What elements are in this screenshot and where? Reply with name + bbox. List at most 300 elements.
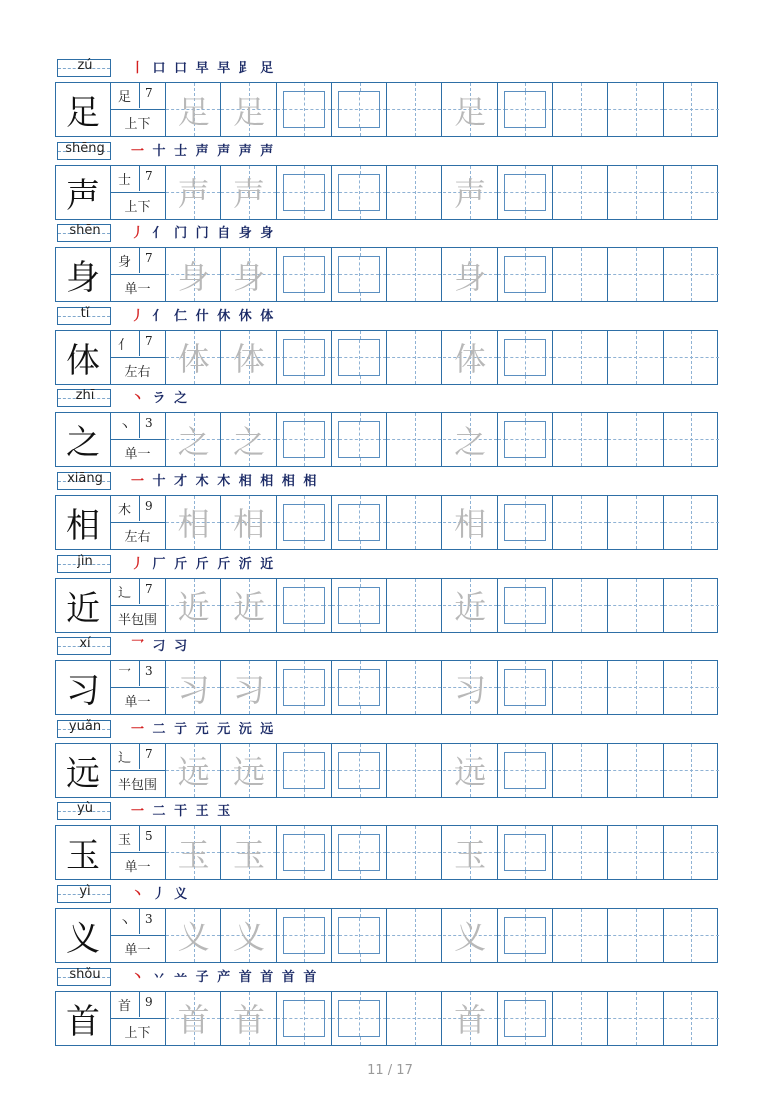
stroke-step: 干: [174, 804, 190, 820]
stroke-count: 7: [145, 746, 153, 761]
practice-cell[interactable]: [498, 166, 553, 219]
stroke-step: 䒑: [174, 969, 190, 985]
practice-cell[interactable]: [277, 166, 332, 219]
stroke-order: [131, 387, 189, 406]
writing-box[interactable]: [504, 421, 546, 458]
pinyin-box: [57, 555, 111, 573]
character-info: [111, 248, 166, 301]
stroke-step: 丿: [152, 886, 168, 902]
practice-cell[interactable]: [498, 909, 553, 962]
stroke-count: 9: [145, 498, 153, 513]
practice-cell[interactable]: [332, 909, 387, 962]
practice-cell[interactable]: [221, 909, 276, 962]
practice-cell[interactable]: [332, 744, 387, 797]
stroke-step: 玉: [217, 804, 233, 820]
writing-box[interactable]: [504, 669, 546, 706]
practice-cell[interactable]: [664, 83, 719, 136]
practice-cell[interactable]: [277, 413, 332, 466]
practice-cell[interactable]: [664, 826, 719, 879]
practice-cell[interactable]: [277, 744, 332, 797]
practice-cell[interactable]: [277, 496, 332, 549]
stroke-step: 早: [217, 61, 233, 76]
practice-cell[interactable]: [221, 83, 276, 136]
pinyin-box: [57, 802, 111, 820]
practice-cell[interactable]: [553, 331, 608, 384]
practice-cell[interactable]: [443, 331, 498, 384]
practice-cell[interactable]: [332, 83, 387, 136]
writing-box[interactable]: [504, 752, 546, 789]
character-entry: [55, 633, 718, 716]
structure-label: 上下: [124, 1025, 151, 1041]
stroke-step: 木: [217, 473, 233, 489]
stroke-step: 身: [260, 226, 276, 242]
character-info: [111, 579, 166, 632]
stroke-step: 丶: [131, 969, 147, 985]
practice-cell[interactable]: [553, 83, 608, 136]
stroke-step: 口: [174, 61, 190, 76]
practice-cell[interactable]: [664, 909, 719, 962]
practice-cell[interactable]: [332, 248, 387, 301]
practice-cell[interactable]: [277, 661, 332, 714]
stroke-step: 丷: [152, 969, 168, 985]
practice-cell[interactable]: [498, 826, 553, 879]
stroke-step: 二: [152, 721, 168, 737]
practice-cell[interactable]: [277, 826, 332, 879]
stroke-step: 沂: [238, 556, 254, 572]
character-entry: [55, 551, 718, 634]
practice-cell[interactable]: [443, 166, 498, 219]
practice-cell[interactable]: [608, 744, 663, 797]
radical: 士: [118, 172, 132, 188]
character-entry: [55, 220, 718, 303]
practice-cell[interactable]: [443, 992, 498, 1045]
character-info: [111, 744, 166, 797]
stroke-count: 3: [145, 911, 153, 926]
stroke-step: 自: [217, 226, 233, 242]
practice-cell[interactable]: [221, 331, 276, 384]
stroke-count: 7: [145, 581, 153, 596]
practice-cell[interactable]: [387, 331, 442, 384]
writing-box[interactable]: [504, 91, 546, 128]
writing-box[interactable]: [504, 917, 546, 954]
practice-cell[interactable]: [387, 826, 442, 879]
writing-box[interactable]: [338, 504, 380, 541]
practice-cell[interactable]: [277, 248, 332, 301]
stroke-order: [131, 718, 275, 737]
practice-cell[interactable]: [166, 909, 221, 962]
practice-grid: [55, 578, 718, 633]
practice-cell[interactable]: [553, 579, 608, 632]
practice-grid: [55, 247, 718, 302]
stroke-step: 体: [260, 308, 276, 324]
stroke-step: 首: [238, 969, 254, 985]
practice-cell[interactable]: [166, 413, 221, 466]
pinyin-row: [55, 138, 718, 164]
pinyin-text: tǐ: [80, 305, 90, 321]
practice-cell[interactable]: [166, 331, 221, 384]
trace-character: 声: [232, 175, 265, 214]
practice-grid: [55, 330, 718, 385]
writing-box[interactable]: [338, 752, 380, 789]
worksheet: [55, 55, 718, 1046]
practice-cell[interactable]: [498, 992, 553, 1045]
practice-cell[interactable]: [387, 909, 442, 962]
practice-cell[interactable]: [443, 248, 498, 301]
stroke-step: 亻: [152, 226, 168, 242]
practice-cell[interactable]: [332, 496, 387, 549]
stroke-step: 相: [238, 473, 254, 489]
writing-box[interactable]: [504, 834, 546, 871]
practice-grid: [55, 165, 718, 220]
stroke-step: 声: [217, 143, 233, 159]
stroke-step: 之: [174, 391, 190, 407]
writing-box[interactable]: [504, 174, 546, 211]
stroke-step: 身: [238, 226, 254, 242]
pinyin-text: shēn: [69, 223, 101, 239]
pinyin-box: [57, 142, 111, 160]
practice-cell[interactable]: [608, 826, 663, 879]
writing-box[interactable]: [338, 91, 380, 128]
writing-box[interactable]: [504, 256, 546, 293]
stroke-step: 才: [174, 473, 190, 489]
writing-box[interactable]: [504, 587, 546, 624]
trace-character: 之: [177, 422, 210, 461]
stroke-count: 3: [145, 664, 153, 679]
practice-cell[interactable]: [166, 83, 221, 136]
practice-cell[interactable]: [498, 413, 553, 466]
character-entry: [55, 303, 718, 386]
trace-character: 体: [454, 340, 487, 379]
practice-cell[interactable]: [387, 579, 442, 632]
writing-box[interactable]: [338, 339, 380, 376]
pinyin-box: [57, 472, 111, 490]
practice-cell[interactable]: [443, 744, 498, 797]
writing-box[interactable]: [283, 917, 325, 954]
practice-cell[interactable]: [664, 661, 719, 714]
practice-cell[interactable]: [553, 248, 608, 301]
practice-cell[interactable]: [664, 248, 719, 301]
stroke-step: 一: [131, 473, 147, 489]
practice-cell[interactable]: [332, 413, 387, 466]
trace-character: 习: [177, 670, 210, 709]
writing-box[interactable]: [283, 587, 325, 624]
writing-box[interactable]: [338, 174, 380, 211]
writing-box[interactable]: [504, 1000, 546, 1037]
practice-cell[interactable]: [332, 579, 387, 632]
stroke-step: ラ: [152, 391, 168, 407]
pinyin-row: [55, 964, 718, 990]
stroke-count: 5: [145, 829, 153, 844]
practice-cell[interactable]: [387, 661, 442, 714]
stroke-step: 首: [281, 969, 297, 985]
writing-box[interactable]: [338, 917, 380, 954]
practice-cell[interactable]: [387, 744, 442, 797]
trace-character: 玉: [454, 835, 487, 874]
stroke-step: 声: [238, 143, 254, 159]
model-character: 玉: [56, 826, 111, 879]
practice-cell[interactable]: [608, 248, 663, 301]
practice-cell[interactable]: [443, 83, 498, 136]
writing-box[interactable]: [283, 91, 325, 128]
character-entry: [55, 55, 718, 138]
practice-grid: [55, 495, 718, 550]
practice-cell[interactable]: [221, 496, 276, 549]
practice-cell[interactable]: [498, 661, 553, 714]
practice-cell[interactable]: [498, 579, 553, 632]
practice-cell[interactable]: [332, 661, 387, 714]
trace-character: 义: [177, 918, 210, 957]
stroke-step: 相: [303, 473, 319, 489]
model-character: 近: [56, 579, 111, 632]
stroke-step: 早: [195, 61, 211, 76]
practice-cell[interactable]: [332, 166, 387, 219]
trace-character: 身: [177, 257, 210, 296]
writing-box[interactable]: [504, 339, 546, 376]
practice-cell[interactable]: [664, 413, 719, 466]
practice-cell[interactable]: [553, 992, 608, 1045]
stroke-order: [131, 57, 275, 76]
radical: 首: [118, 998, 132, 1014]
practice-cell[interactable]: [332, 331, 387, 384]
practice-cell[interactable]: [166, 826, 221, 879]
stroke-step: 二: [152, 804, 168, 820]
writing-box[interactable]: [338, 421, 380, 458]
practice-cell[interactable]: [443, 413, 498, 466]
practice-cell[interactable]: [221, 826, 276, 879]
writing-box[interactable]: [283, 669, 325, 706]
practice-cell[interactable]: [221, 661, 276, 714]
writing-box[interactable]: [283, 504, 325, 541]
stroke-step: 丶: [131, 886, 147, 902]
practice-cell[interactable]: [608, 579, 663, 632]
radical: 丶: [118, 420, 132, 436]
practice-cell[interactable]: [498, 83, 553, 136]
practice-cell[interactable]: [166, 496, 221, 549]
practice-cell[interactable]: [608, 496, 663, 549]
writing-box[interactable]: [283, 752, 325, 789]
writing-box[interactable]: [504, 504, 546, 541]
radical: 木: [118, 502, 132, 518]
writing-box[interactable]: [283, 1000, 325, 1037]
stroke-step: 亍: [174, 721, 190, 737]
practice-cell[interactable]: [443, 496, 498, 549]
trace-character: 习: [232, 670, 265, 709]
practice-cell[interactable]: [553, 661, 608, 714]
stroke-step: 一: [131, 804, 147, 820]
practice-cell[interactable]: [664, 166, 719, 219]
practice-cell[interactable]: [387, 496, 442, 549]
practice-cell[interactable]: [332, 826, 387, 879]
stroke-step: 子: [195, 969, 211, 985]
practice-cell[interactable]: [221, 166, 276, 219]
writing-box[interactable]: [283, 339, 325, 376]
practice-cell[interactable]: [664, 496, 719, 549]
stroke-count: 9: [145, 994, 153, 1009]
stroke-step: 木: [195, 473, 211, 489]
pinyin-box: [57, 720, 111, 738]
practice-cell[interactable]: [166, 248, 221, 301]
practice-cell[interactable]: [387, 413, 442, 466]
practice-cell[interactable]: [608, 909, 663, 962]
practice-cell[interactable]: [443, 826, 498, 879]
practice-cell[interactable]: [608, 83, 663, 136]
stroke-step: 亻: [152, 308, 168, 324]
practice-cell[interactable]: [608, 166, 663, 219]
writing-box[interactable]: [338, 669, 380, 706]
model-character: 之: [56, 413, 111, 466]
radical: 足: [118, 90, 132, 105]
practice-cell[interactable]: [498, 744, 553, 797]
practice-cell[interactable]: [443, 909, 498, 962]
practice-cell[interactable]: [221, 248, 276, 301]
practice-cell[interactable]: [166, 579, 221, 632]
practice-cell[interactable]: [498, 331, 553, 384]
practice-cell[interactable]: [608, 331, 663, 384]
structure-label: 上下: [124, 199, 151, 215]
practice-cell[interactable]: [166, 661, 221, 714]
trace-character: 习: [454, 670, 487, 709]
writing-box[interactable]: [283, 174, 325, 211]
practice-cell[interactable]: [664, 744, 719, 797]
practice-cell[interactable]: [553, 744, 608, 797]
character-entry: [55, 798, 718, 881]
pinyin-text: shēng: [65, 140, 105, 156]
trace-character: 身: [454, 257, 487, 296]
radical: 辶: [118, 585, 132, 601]
practice-cell[interactable]: [498, 248, 553, 301]
practice-cell[interactable]: [608, 413, 663, 466]
character-entry: [55, 468, 718, 551]
writing-box[interactable]: [338, 587, 380, 624]
model-character: 足: [56, 83, 111, 136]
pinyin-text: xiāng: [67, 470, 103, 486]
practice-cell[interactable]: [332, 992, 387, 1045]
writing-box[interactable]: [338, 256, 380, 293]
practice-grid: [55, 412, 718, 467]
writing-box[interactable]: [283, 834, 325, 871]
structure-label: 左右: [124, 529, 151, 545]
trace-character: 声: [454, 175, 487, 214]
practice-cell[interactable]: [166, 992, 221, 1045]
practice-cell[interactable]: [277, 992, 332, 1045]
radical: 辶: [118, 750, 132, 766]
stroke-step: 首: [260, 969, 276, 985]
practice-cell[interactable]: [608, 992, 663, 1045]
stroke-count: 7: [145, 168, 153, 183]
stroke-step: 𧾷: [238, 61, 254, 76]
stroke-order: [131, 966, 318, 985]
practice-cell[interactable]: [221, 413, 276, 466]
stroke-order: [131, 140, 275, 159]
practice-cell[interactable]: [277, 579, 332, 632]
stroke-order: [131, 635, 189, 654]
stroke-step: 丿: [131, 308, 147, 324]
stroke-step: 元: [195, 721, 211, 737]
character-entry: [55, 716, 718, 799]
trace-character: 之: [454, 422, 487, 461]
character-info: [111, 909, 166, 962]
stroke-step: 一: [131, 721, 147, 737]
stroke-step: 乛: [131, 639, 147, 655]
stroke-order: [131, 800, 232, 819]
writing-box[interactable]: [338, 834, 380, 871]
practice-cell[interactable]: [608, 661, 663, 714]
practice-cell[interactable]: [443, 661, 498, 714]
stroke-step: 厂: [152, 556, 168, 572]
writing-box[interactable]: [283, 256, 325, 293]
character-info: [111, 826, 166, 879]
practice-cell[interactable]: [553, 909, 608, 962]
stroke-count: 7: [145, 251, 153, 266]
practice-cell[interactable]: [387, 992, 442, 1045]
practice-cell[interactable]: [553, 413, 608, 466]
radical: 身: [118, 255, 132, 271]
pinyin-box: [57, 637, 111, 655]
model-character: 体: [56, 331, 111, 384]
trace-character: 足: [454, 92, 487, 131]
practice-cell[interactable]: [553, 826, 608, 879]
practice-cell[interactable]: [277, 83, 332, 136]
stroke-step: 士: [174, 143, 190, 159]
practice-cell[interactable]: [387, 166, 442, 219]
trace-character: 体: [232, 340, 265, 379]
practice-cell[interactable]: [166, 744, 221, 797]
pinyin-row: [55, 798, 718, 824]
practice-cell[interactable]: [221, 579, 276, 632]
trace-character: 玉: [232, 835, 265, 874]
stroke-step: 口: [152, 61, 168, 76]
model-character: 声: [56, 166, 111, 219]
character-entry: [55, 881, 718, 964]
stroke-count: 7: [145, 86, 153, 100]
practice-cell[interactable]: [221, 744, 276, 797]
trace-character: 义: [454, 918, 487, 957]
writing-box[interactable]: [283, 421, 325, 458]
practice-cell[interactable]: [277, 909, 332, 962]
model-character: 远: [56, 744, 111, 797]
practice-cell[interactable]: [277, 331, 332, 384]
practice-cell[interactable]: [664, 579, 719, 632]
character-info: [111, 413, 166, 466]
radical: 丶: [118, 915, 132, 931]
practice-cell[interactable]: [553, 496, 608, 549]
trace-character: 近: [454, 588, 487, 627]
character-info: [111, 496, 166, 549]
practice-cell[interactable]: [498, 496, 553, 549]
writing-box[interactable]: [338, 1000, 380, 1037]
pinyin-box: [57, 885, 111, 903]
stroke-step: 门: [195, 226, 211, 242]
practice-cell[interactable]: [166, 166, 221, 219]
stroke-step: 王: [195, 804, 211, 820]
pinyin-text: yù: [77, 801, 93, 817]
model-character: 身: [56, 248, 111, 301]
trace-character: 声: [177, 175, 210, 214]
practice-cell[interactable]: [221, 992, 276, 1045]
practice-cell[interactable]: [664, 331, 719, 384]
practice-cell[interactable]: [387, 248, 442, 301]
trace-character: 足: [177, 92, 210, 131]
stroke-step: 丨: [131, 61, 147, 76]
structure-label: 左右: [124, 364, 151, 380]
trace-character: 足: [232, 92, 265, 131]
practice-cell[interactable]: [553, 166, 608, 219]
practice-cell[interactable]: [387, 83, 442, 136]
practice-cell[interactable]: [443, 579, 498, 632]
model-character: 首: [56, 992, 111, 1045]
practice-cell[interactable]: [664, 992, 719, 1045]
pinyin-row: [55, 633, 718, 659]
